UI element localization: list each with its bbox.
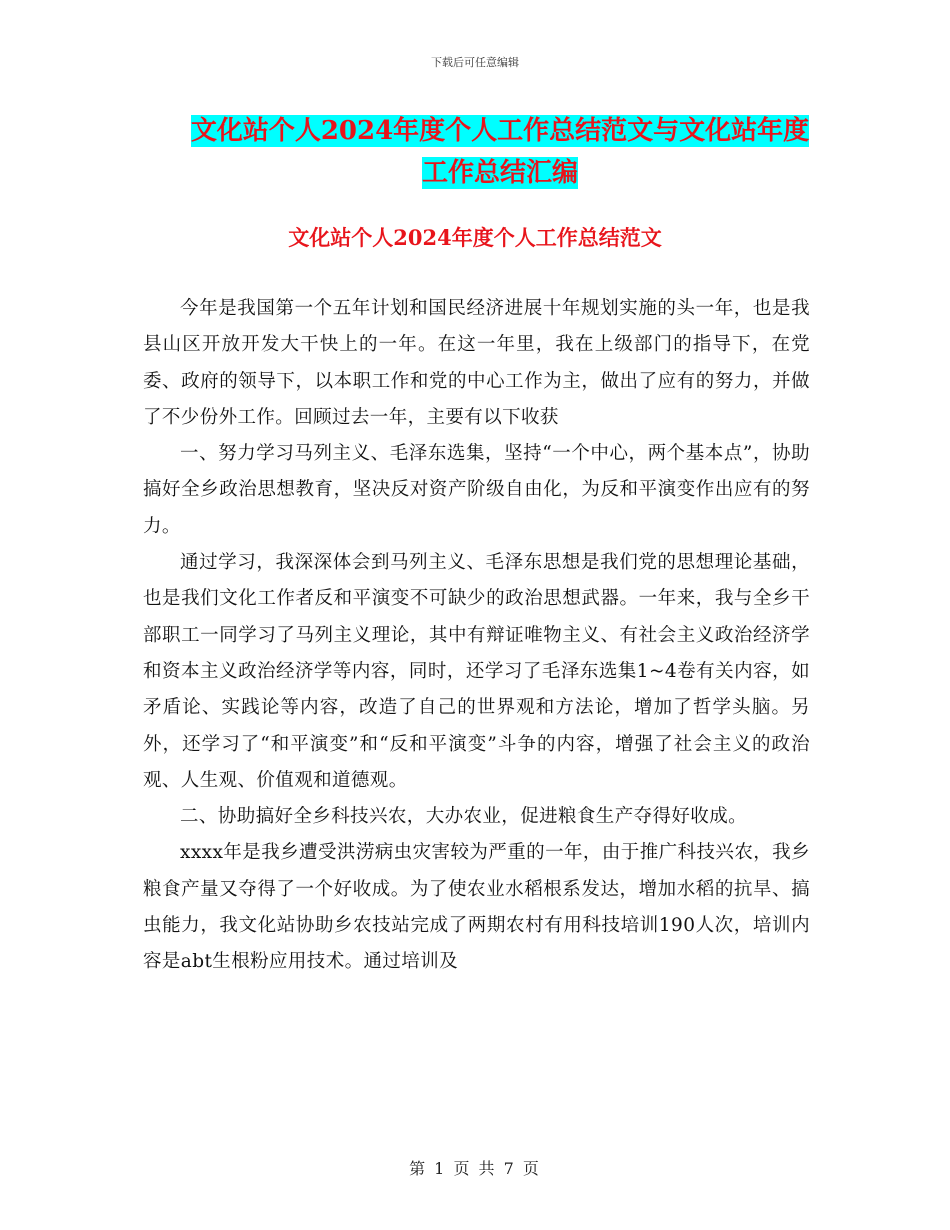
paragraph-point-one: 一、努力学习马列主义、毛泽东选集，坚持“一个中心，两个基本点”，协助搞好全乡政治思想教育，坚决反对资产阶级自由化，为反和平演变作出应有的努力。: [143, 443, 810, 537]
paragraph-study: 通过学习，我深深体会到马列主义、毛泽东思想是我们党的思想理论基础，也是我们文化工作者反和平演变不可缺少的政治思想武器。一年来，我与全乡干部职工一同学习了马列主义理论，其中有辩证唯物主义、有社会主义政治经济学和资本主义政治经济学等内容，同时，还学习了毛泽东选集1~4卷有关内容，如矛盾论、实践论等内容，改造了自己的世界观和方法论，增加了哲学头脑。另外，还学习了“和平演变”和“反和平演变”斗争的内容，增强了社会主义的政治观、人生观、价值观和道德观。: [143, 552, 810, 791]
paragraph-agriculture: xxxx年是我乡遭受洪涝病虫灾害较为严重的一年，由于推广科技兴农，我乡粮食产量又夺得了一个好收成。为了使农业水稻根系发达，增加水稻的抗旱、搞虫能力，我文化站协助乡农技站完成了两期农村有用科技培训190人次，培训内容是abt生根粉应用技术。通过培训及: [143, 842, 810, 973]
paragraph-intro: 今年是我国第一个五年计划和国民经济进展十年规划实施的头一年，也是我县山区开放开发大干快上的一年。在这一年里，我在上级部门的指导下，在党委、政府的领导下，以本职工作和党的中心工作为主，做出了应有的努力，并做了不少份外工作。回顾过去一年，主要有以下收获: [143, 298, 810, 428]
document-title-line2: 工作总结汇编: [421, 158, 578, 188]
paragraph-point-two: 二、协助搞好全乡科技兴农，大办农业，促进粮食生产夺得好收成。: [180, 806, 748, 828]
section-title: 文化站个人2024年度个人工作总结范文: [288, 225, 662, 250]
document-title-line1: 文化站个人2024年度个人工作总结范文与文化站年度: [190, 116, 810, 146]
header-note: 下载后可任意编辑: [431, 56, 519, 69]
document-body: [143, 291, 810, 981]
document-title: [140, 110, 860, 194]
page-number-footer: 第 1 页 共 7 页: [409, 1159, 541, 1178]
